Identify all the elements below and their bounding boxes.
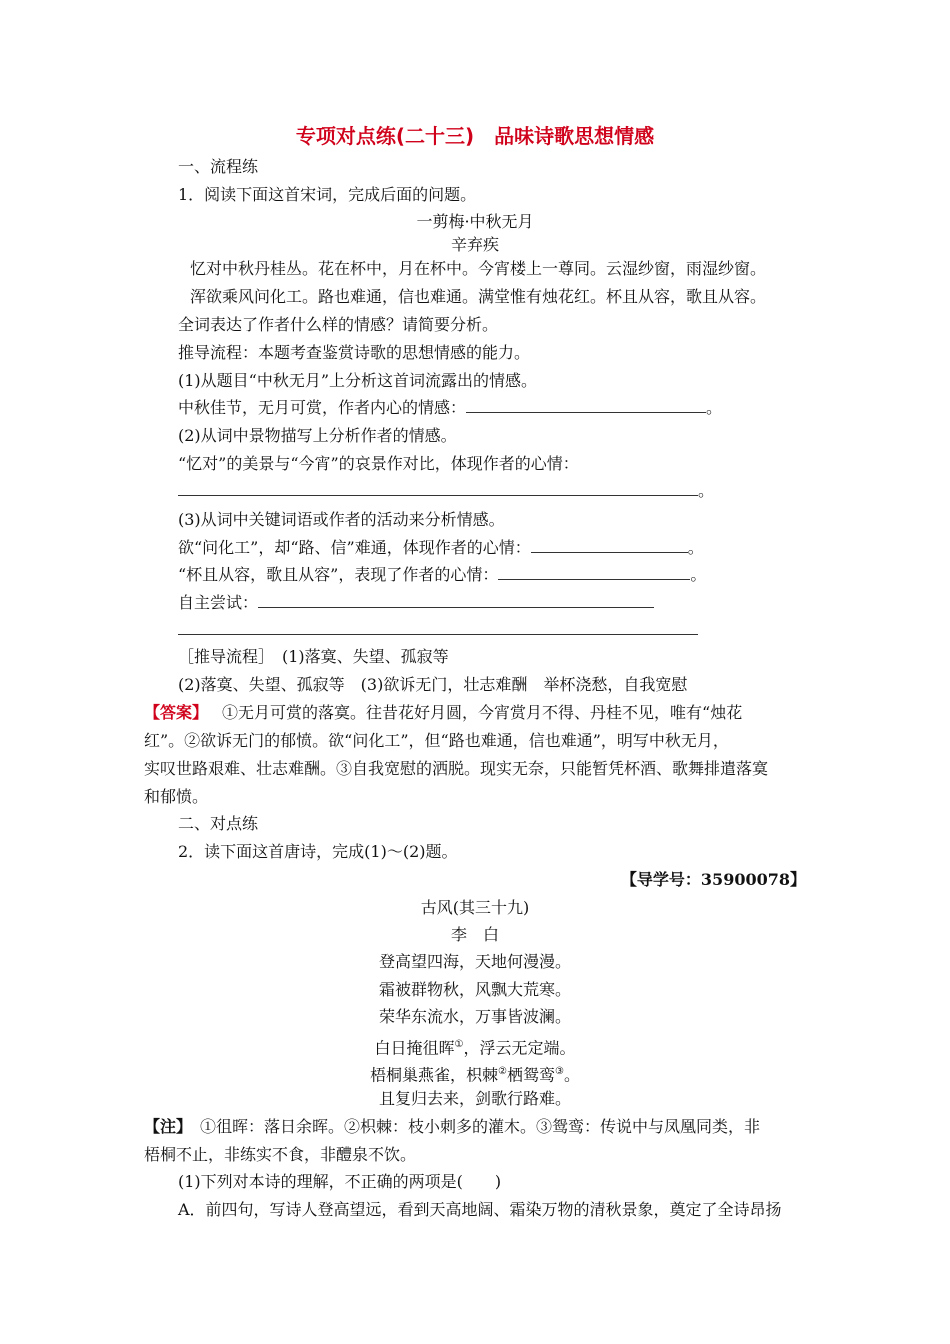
step-2-fill-line	[178, 481, 714, 501]
answer-line: 实叹世路艰难、壮志难酬。③自我宽慰的洒脱。现实无奈，只能暂凭杯酒、歌舞排遣落寞	[144, 759, 769, 778]
answer-blank	[178, 481, 698, 496]
note-line: 梧桐不止，非练实不食，非醴泉不饮。	[144, 1145, 417, 1164]
answer-text: ①无月可赏的落寞。往昔花好月圆，今宵赏月不得、丹桂不见，唯有“烛花	[222, 703, 743, 722]
note-text: ①徂晖：落日余晖。②枳棘：枝小刺多的灌木。③鸳鸾：传说中与凤凰同类，非	[184, 1117, 761, 1136]
poem-1-line: 忆对中秋丹桂丛。花在杯中，月在杯中。今宵楼上一尊同。云湿纱窗，雨湿纱窗。	[190, 259, 767, 278]
poem-2-line: 登高望四海，天地何漫漫。	[378, 952, 571, 971]
step-3: (3)从词中关键词语或作者的活动来分析情感。	[178, 510, 505, 529]
answer-line	[144, 703, 742, 723]
flow-answer-1: ［推导流程］ (1)落寞、失望、孤寂等	[178, 647, 449, 666]
answer-line: 和郁愤。	[144, 787, 209, 806]
answer-blank	[466, 398, 706, 413]
note-line	[144, 1117, 760, 1137]
poem-2-line: 且复归去来，剑歌行路难。	[378, 1089, 571, 1108]
flow-intro: 推导流程：本题考查鉴赏诗歌的思想情感的能力。	[178, 343, 531, 362]
self-try-line	[178, 620, 698, 640]
answer-blank	[178, 620, 698, 635]
answer-tag: 【答案】	[144, 703, 209, 722]
answer-blank	[258, 593, 654, 608]
poem-text: 梧桐巢燕雀，枳棘	[370, 1065, 499, 1085]
period: 。	[698, 481, 715, 500]
flow-answer-2: (2)落寞、失望、孤寂等 (3)欲诉无门，壮志难酬 举杯浇愁，自我宽慰	[178, 675, 688, 694]
poem-2-line	[0, 1062, 950, 1085]
step-2: (2)从词中景物描写上分析作者的情感。	[178, 426, 457, 445]
poem-2-line	[0, 1035, 950, 1058]
question-1-stem: 1．阅读下面这首宋词，完成后面的问题。	[178, 185, 477, 204]
note-tag: 【注】	[144, 1117, 185, 1136]
step-3-fill-a	[178, 538, 704, 558]
sub-question-1: (1)下列对本诗的理解，不正确的两项是( )	[178, 1172, 502, 1191]
guide-number: 【导学号：35900078】	[620, 870, 806, 889]
question-2-stem: 2．读下面这首唐诗，完成(1)～(2)题。	[178, 842, 458, 861]
poem-2-line: 霜被群物秋，风飘大荒寒。	[378, 980, 571, 999]
poem-2-author: 李 白	[450, 925, 499, 944]
poem-text: 。	[563, 1065, 580, 1085]
poem-1-author: 辛弃疾	[450, 235, 499, 254]
footnote-mark: ①	[454, 1039, 464, 1050]
option-a: A．前四句，写诗人登高望远，看到天高地阔、霜染万物的清秋景象，奠定了全诗昂扬	[178, 1200, 782, 1219]
answer-blank	[531, 538, 688, 553]
poem-text: 栖鸳鸾	[506, 1065, 555, 1085]
period: 。	[690, 565, 707, 584]
step-1-fill	[178, 398, 722, 418]
step-2-fill: “忆对”的美景与“今宵”的哀景作对比，体现作者的心情：	[178, 454, 579, 473]
poem-2-line: 荣华东流水，万事皆波澜。	[378, 1007, 571, 1026]
footnote-mark: ③	[555, 1066, 564, 1077]
poem-1-line: 浑欲乘风问化工。路也难通，信也难通。满堂惟有烛花红。杯且从容，歌且从容。	[190, 287, 767, 306]
section-heading-1: 一、流程练	[178, 157, 259, 176]
poem-2-title: 古风(其三十九)	[420, 898, 530, 917]
self-try-label: 自主尝试：	[178, 593, 259, 612]
footnote-mark: ②	[498, 1066, 507, 1077]
page-title: 专项对点练(二十三) 品味诗歌思想情感	[295, 124, 655, 148]
period: 。	[706, 398, 723, 417]
poem-text: 白日掩徂晖	[374, 1038, 455, 1058]
step-3-fill-b-text: “杯且从容，歌且从容”，表现了作者的心情：	[178, 565, 499, 584]
period: 。	[687, 538, 704, 557]
step-1-fill-text: 中秋佳节，无月可赏，作者内心的情感：	[178, 398, 467, 417]
answer-blank	[498, 565, 690, 580]
poem-1-title: 一剪梅·中秋无月	[416, 212, 534, 231]
answer-line: 红”。②欲诉无门的郁愤。欲“问化工”，但“路也难通，信也难通”，明写中秋无月，	[144, 731, 729, 750]
step-1: (1)从题目“中秋无月”上分析这首词流露出的情感。	[178, 371, 538, 390]
step-3-fill-a-text: 欲“问化工”，却“路、信”难通，体现作者的心情：	[178, 538, 531, 557]
section-heading-2: 二、对点练	[178, 814, 259, 833]
question-1-prompt: 全词表达了作者什么样的情感？请简要分析。	[178, 315, 499, 334]
self-try	[178, 593, 654, 613]
poem-text: ，浮云无定端。	[463, 1038, 576, 1058]
step-3-fill-b	[178, 565, 706, 585]
